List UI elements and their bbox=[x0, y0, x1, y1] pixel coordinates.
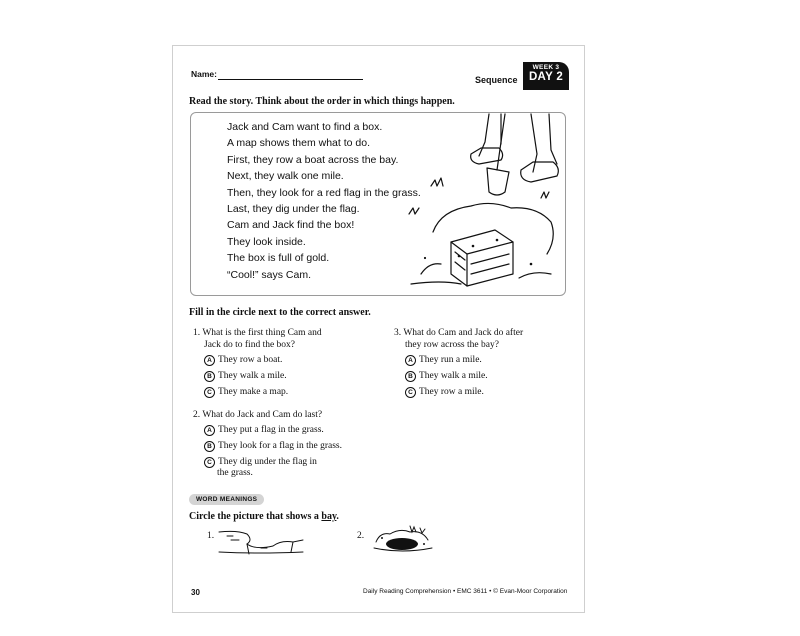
bay-picture[interactable] bbox=[217, 528, 305, 556]
section-label: Sequence bbox=[475, 75, 518, 85]
answer-text: They run a mile. bbox=[419, 355, 482, 365]
answer-text: They make a map. bbox=[218, 387, 289, 397]
story-line: Cam and Jack find the box! bbox=[227, 219, 355, 232]
answer-text: They walk a mile. bbox=[218, 371, 287, 381]
target-word: bay bbox=[321, 511, 337, 522]
answer-text: They row a mile. bbox=[419, 387, 484, 397]
name-label: Name: bbox=[191, 69, 217, 79]
answer-bubble[interactable]: A bbox=[204, 355, 215, 366]
question-text-cont: Jack do to find the box? bbox=[204, 340, 296, 350]
answer-text: They look for a flag in the grass. bbox=[218, 441, 342, 451]
story-line: Then, they look for a red flag in the grass. bbox=[227, 186, 421, 199]
question-number: 3. bbox=[394, 328, 402, 338]
story-text bbox=[227, 119, 421, 283]
picture-1-number: 1. bbox=[207, 531, 215, 541]
question-text: What do Jack and Cam do last? bbox=[202, 410, 323, 420]
answer-bubble[interactable]: B bbox=[405, 371, 416, 382]
week-day-tab bbox=[523, 62, 569, 90]
answer-bubble[interactable]: A bbox=[405, 355, 416, 366]
answer-option[interactable] bbox=[204, 370, 287, 382]
read-instructions: Read the story. Think about the order in which things happen. bbox=[189, 96, 455, 107]
answer-bubble[interactable]: C bbox=[204, 457, 215, 468]
story-line: Jack and Cam want to find a box. bbox=[227, 121, 383, 133]
hole-picture[interactable] bbox=[370, 524, 436, 556]
answer-bubble[interactable]: B bbox=[204, 441, 215, 452]
treasure-dig-illustration bbox=[401, 114, 561, 290]
circle-instructions bbox=[189, 511, 339, 522]
story-line: First, they row a boat across the bay. bbox=[227, 153, 399, 166]
week-label: WEEK 3 bbox=[532, 64, 560, 71]
answer-text: They row a boat. bbox=[218, 355, 283, 365]
question-number: 1. bbox=[193, 328, 201, 338]
page-number: 30 bbox=[191, 588, 200, 597]
circle-instructions-end: . bbox=[336, 511, 339, 522]
question-number: 2. bbox=[193, 410, 201, 420]
name-field-line[interactable] bbox=[218, 79, 363, 80]
answer-option[interactable] bbox=[204, 386, 288, 398]
question-text: What do Cam and Jack do after bbox=[403, 328, 524, 338]
answer-bubble[interactable]: C bbox=[204, 387, 215, 398]
answer-text: They put a flag in the grass. bbox=[218, 425, 324, 435]
story-line: They look inside. bbox=[227, 235, 306, 248]
story-line: A map shows them what to do. bbox=[227, 137, 370, 150]
circle-instructions-text: Circle the picture that shows a bbox=[189, 511, 322, 522]
answer-bubble[interactable]: B bbox=[204, 371, 215, 382]
question-text: What is the first thing Cam and bbox=[202, 328, 322, 338]
answer-text: They dig under the flag in bbox=[218, 457, 317, 467]
footer-credit: Daily Reading Comprehension • EMC 3611 • © Evan-Moor Corporation bbox=[363, 588, 568, 595]
answer-text-cont: the grass. bbox=[217, 468, 253, 478]
answer-option[interactable] bbox=[204, 440, 342, 452]
question-2 bbox=[193, 409, 322, 421]
story-line: The box is full of gold. bbox=[227, 252, 330, 265]
day-label: DAY 2 bbox=[528, 71, 564, 83]
answer-bubble[interactable]: C bbox=[405, 387, 416, 398]
story-line: Next, they walk one mile. bbox=[227, 170, 344, 183]
question-text-cont: they row across the bay? bbox=[405, 340, 499, 350]
picture-2-number: 2. bbox=[357, 531, 365, 541]
answer-option[interactable] bbox=[204, 354, 282, 366]
question-1 bbox=[193, 327, 322, 339]
answer-option[interactable] bbox=[405, 386, 484, 398]
worksheet-page bbox=[172, 45, 585, 613]
answer-option[interactable] bbox=[405, 354, 482, 366]
answer-option[interactable] bbox=[405, 370, 488, 382]
answer-option[interactable] bbox=[204, 424, 324, 436]
word-meanings-badge: WORD MEANINGS bbox=[189, 494, 264, 505]
fill-instructions: Fill in the circle next to the correct answer. bbox=[189, 307, 371, 318]
story-line: Last, they dig under the flag. bbox=[227, 203, 360, 216]
story-line: “Cool!” says Cam. bbox=[227, 268, 312, 281]
question-3 bbox=[394, 327, 523, 339]
answer-text: They walk a mile. bbox=[419, 371, 488, 381]
answer-bubble[interactable]: A bbox=[204, 425, 215, 436]
